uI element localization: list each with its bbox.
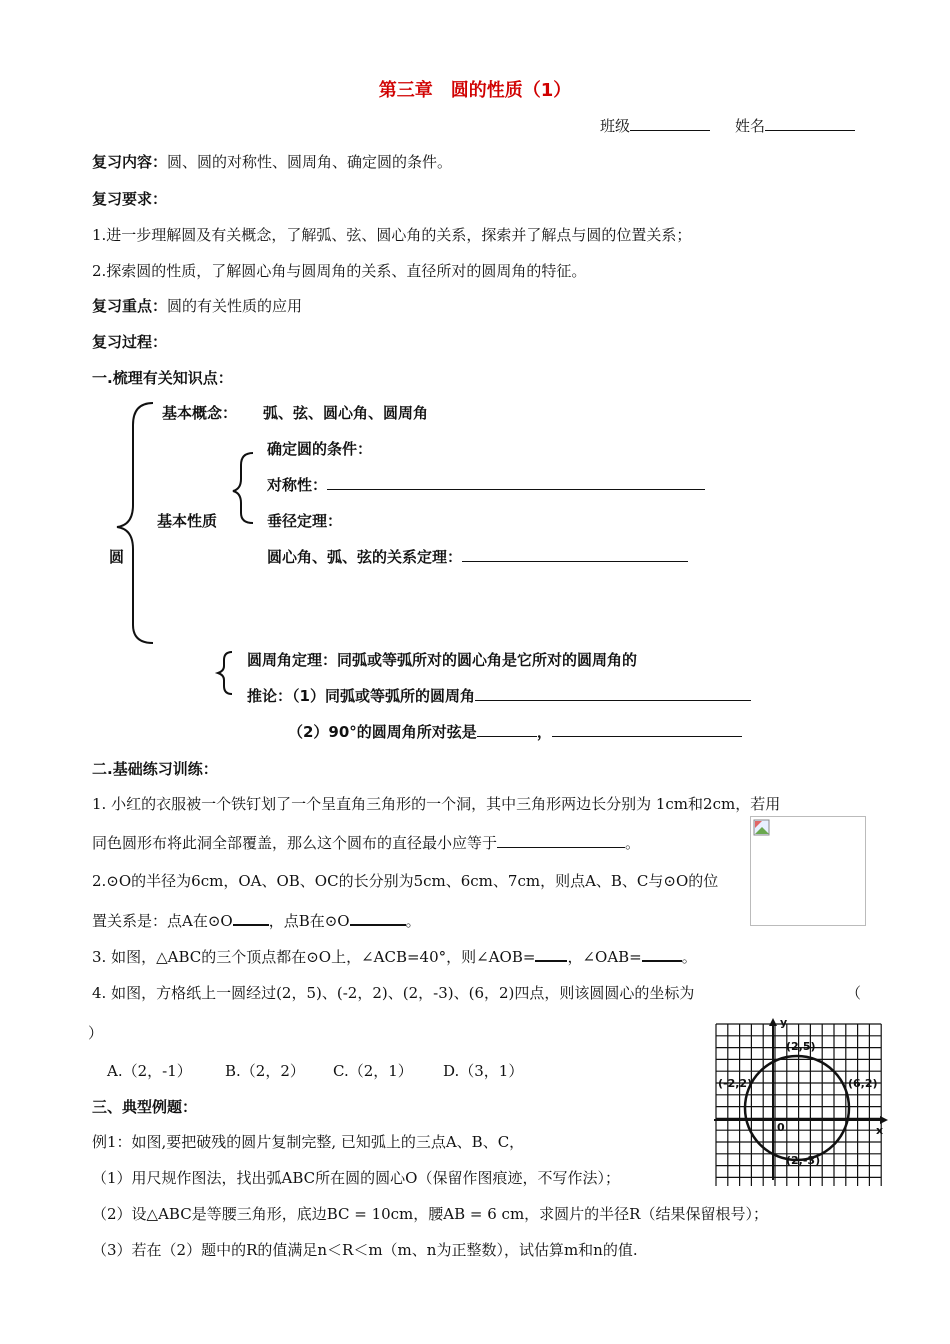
- corollary1-blank[interactable]: [475, 686, 751, 701]
- name-blank[interactable]: [765, 116, 855, 131]
- q1-line2: 同色圆形布将此洞全部覆盖，那么这个圆布的直径最小应等于 。: [92, 834, 641, 852]
- theorem-brace-svg: [212, 648, 242, 698]
- symmetry-label: 对称性：: [267, 474, 705, 495]
- name-label: 姓名: [735, 115, 855, 136]
- page-title: 第三章 圆的性质（1）: [378, 80, 572, 101]
- review-process-label: 复习过程：: [92, 333, 168, 351]
- q4-line1: 4. 如图，方格纸上一圆经过(2，5)、(-2，2)、(2，-3)、(6，2)四点，则该圆圆心的坐标为: [92, 984, 695, 1002]
- section1-heading: 一.梳理有关知识点：: [92, 369, 233, 387]
- basic-properties-label: 基本性质: [157, 512, 218, 530]
- broken-image-box: [750, 816, 866, 926]
- section3-heading: 三、典型例题：: [92, 1098, 198, 1116]
- label-x: x: [876, 1124, 884, 1137]
- properties-brace: [233, 453, 253, 523]
- q2-blank-b[interactable]: [350, 910, 406, 926]
- option-a: A.（2，-1）: [107, 1062, 192, 1080]
- y-axis-arrow: [769, 1018, 777, 1026]
- label-y: y: [780, 1016, 788, 1029]
- option-d: D.（3，1）: [443, 1062, 524, 1080]
- broken-image-icon: [753, 819, 771, 837]
- label-2-5: (2,5): [786, 1040, 816, 1053]
- q3: 3. 如图，△ABC的三个顶点都在⊙O上，∠ACB=40°，则∠AOB= ，∠OAB= 。: [92, 948, 697, 966]
- corollary-1: 推论：（1）同弧或等弧所的圆周角: [247, 685, 751, 706]
- q2-line2: 置关系是：点A在⊙O ，点B在⊙O 。: [92, 912, 421, 930]
- q3-blank-a[interactable]: [535, 946, 567, 962]
- label-2-neg3: (2,-3): [786, 1154, 821, 1167]
- basic-concepts: 基本概念： 弧、弦、圆心角、圆周角: [162, 404, 429, 422]
- label-6-2: (6,2): [848, 1077, 878, 1090]
- corollary2-blank-a[interactable]: [477, 722, 537, 737]
- label-origin: 0: [777, 1121, 785, 1134]
- q4-paren-close: ）: [88, 1024, 104, 1042]
- inscribed-theorem: 圆周角定理：同弧或等弧所对的圆心角是它所对的圆周角的: [247, 651, 638, 669]
- relation-label: 圆心角、弧、弦的关系定理：: [267, 546, 688, 567]
- q1-blank[interactable]: [497, 833, 625, 848]
- example1: 例1：如图,要把破残的圆片复制完整, 已知弧上的三点A、B、C，: [92, 1133, 525, 1151]
- conditions-label: 确定圆的条件：: [267, 440, 373, 458]
- requirement-2: 2.探索圆的性质，了解圆心角与圆周角的关系、直径所对的圆周角的特征。: [92, 262, 587, 280]
- example1-part1: （1）用尺规作图法，找出弧ABC所在圆的圆心O（保留作图痕迹，不写作法）；: [92, 1169, 620, 1187]
- label-neg2-2: (-2,2): [718, 1077, 753, 1090]
- section2-heading: 二.基础练习训练：: [92, 760, 218, 778]
- q4-paren-open: （: [846, 984, 862, 1002]
- review-requirements-label: 复习要求：: [92, 190, 168, 208]
- class-label: 班级: [600, 115, 710, 136]
- big-brace: [117, 403, 153, 643]
- requirement-1: 1.进一步理解圆及有关概念，了解弧、弦、圆心角的关系，探索并了解点与圆的位置关系；: [92, 226, 692, 244]
- symmetry-blank[interactable]: [327, 475, 705, 490]
- theorem-brace: [218, 652, 232, 694]
- option-c: C.（2，1）: [333, 1062, 413, 1080]
- example1-part3: （3）若在（2）题中的R的值满足n＜R＜m（m、n为正整数），试估算m和n的值.: [92, 1241, 638, 1259]
- review-content: 复习内容：圆、圆的对称性、圆周角、确定圆的条件。: [92, 153, 453, 171]
- perpendicular-label: 垂径定理：: [267, 512, 343, 530]
- q2-blank-a[interactable]: [233, 910, 269, 926]
- q3-blank-b[interactable]: [642, 946, 682, 962]
- q2-line1: 2.⊙O的半径为6cm，OA、OB、OC的长分别为5cm、6cm、7cm，则点A、B、C与⊙O的位: [92, 872, 719, 890]
- grid-circle-figure: [712, 1016, 892, 1186]
- q1-line1: 1. 小红的衣服被一个铁钉划了一个呈直角三角形的一个洞，其中三角形两边长分别为 1cm和2cm，若用: [92, 795, 781, 813]
- relation-blank[interactable]: [462, 547, 688, 562]
- corollary-2: （2）90°的圆周角所对弦是 ，: [288, 721, 742, 742]
- class-blank[interactable]: [630, 116, 710, 131]
- corollary2-blank-b[interactable]: [552, 722, 742, 737]
- x-axis-arrow: [880, 1116, 888, 1124]
- circle-root-label: 圆: [109, 548, 125, 566]
- option-b: B.（2，2）: [225, 1062, 305, 1080]
- example1-part2: （2）设△ABC是等腰三角形，底边BC = 10cm，腰AB = 6 cm，求圆片的半径R（结果保留根号）；: [92, 1205, 768, 1223]
- review-focus: 复习重点：圆的有关性质的应用: [92, 297, 303, 315]
